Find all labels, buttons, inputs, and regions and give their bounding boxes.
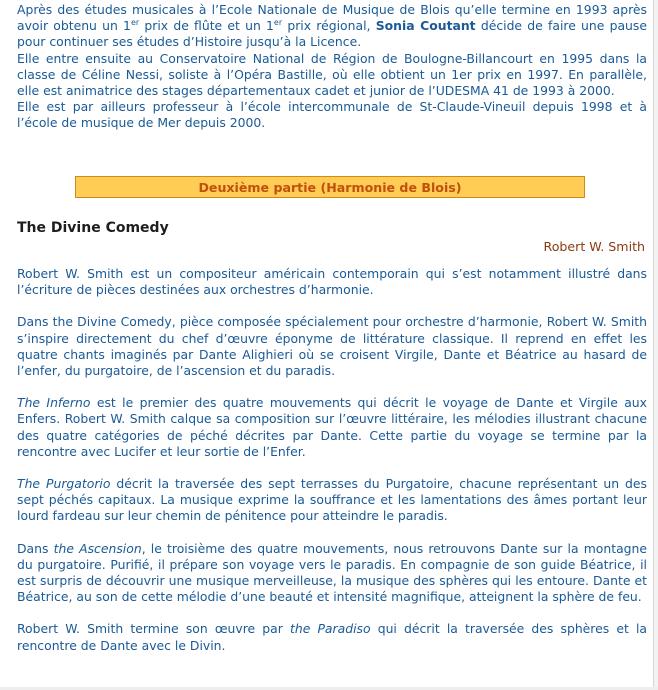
paragraph-gap xyxy=(17,298,647,314)
notes-paragraph-ascension: Dans the Ascension, le troisième des quatre mouvements, nous retrouvons Dante sur la montagne du purgatoire. Purifié, il prépare son voyage vers le paradis. En compagnie de son guide Béatrice, il est surpris de découvrir une musique merveilleuse, la musique des sphères qui les entoure. Dante et Béatrice, au son de cette mélodie d’une beauté et intensité magnifique, atteignent la sphère de feu. xyxy=(17,540,648,605)
intro-paragraph-3: Elle est par ailleurs professeur à l’école intercommunale de St-Claude-Vineuil depuis 1998 et à l’école de musique de Mer depuis 2000. xyxy=(17,99,647,131)
paragraph-gap xyxy=(17,379,647,395)
piece-title: The Divine Comedy xyxy=(17,220,169,236)
notes-paragraph-inferno: The Inferno est le premier des quatre mouvements qui décrit le voyage de Dante et Virgile aux Enfers. Robert W. Smith calque sa composition sur l’œuvre littéraire, les mélodies illustrant chacune des quatre catégories de péché décrites par Dante. Cette partie du voyage se termine par la rencontre avec Lucifer et leur sortie de l’Enfer. xyxy=(17,395,647,459)
intro-section xyxy=(17,2,647,132)
piece-composer: Robert W. Smith xyxy=(543,239,645,254)
notes-paragraph-1: Robert W. Smith est un compositeur américain contemporain qui s’est notamment illustré dans l’écriture de pièces destinées aux orchestres d’harmonie. xyxy=(17,266,647,298)
paragraph-gap xyxy=(17,605,647,621)
notes-paragraph-purgatorio: The Purgatorio décrit la traversée des sept terrasses du Purgatoire, chacune représentant un des sept péchés capitaux. La musique exprime la souffrance et les lamentations des âmes portant leur lourd fardeau sur leur chemin de pénitence pour atteindre le paradis. xyxy=(17,476,647,524)
page-right-edge xyxy=(653,0,658,690)
section-banner xyxy=(75,176,585,198)
intro-paragraph-1: Après des études musicales à l’Ecole Nationale de Musique de Blois qu’elle termine en 1993 après avoir obtenu un 1er prix de flûte et un 1er prix régional, Sonia Coutant décide de faire une pause pour continuer ses études d’Histoire jusqu’à la Licence. xyxy=(17,2,647,50)
program-notes xyxy=(17,266,647,654)
performer-name: Sonia Coutant xyxy=(375,18,476,34)
paragraph-gap xyxy=(17,460,647,476)
paragraph-gap xyxy=(17,525,647,541)
intro-paragraph-2: Elle entre ensuite au Conservatoire National de Région de Boulogne-Billancourt en 1995 dans la classe de Céline Nessi, soliste à l’Opéra Bastille, où elle obtient un 1er prix en 1997. En parallèle, elle est animatrice des stages départementaux cadet et junior de l’UDESMA 41 de 1993 à 2000. xyxy=(17,50,647,99)
notes-paragraph-2: Dans the Divine Comedy, pièce composée spécialement pour orchestre d’harmonie, Robert W. Smith s’inspire directement du chef d’œuvre éponyme de littérature classique. Il reprend en effet les quatre chants imaginés par Dante Alighieri où se croisent Virgile, Dante et Béatrice au hasard de l’enfer, du purgatoire, de l’ascension et du paradis. xyxy=(17,314,647,379)
notes-paragraph-paradiso: Robert W. Smith termine son œuvre par the Paradiso qui décrit la traversée des sphères et la rencontre de Dante avec le Divin. xyxy=(17,621,647,653)
section-banner-label: Deuxième partie (Harmonie de Blois) xyxy=(198,179,462,195)
